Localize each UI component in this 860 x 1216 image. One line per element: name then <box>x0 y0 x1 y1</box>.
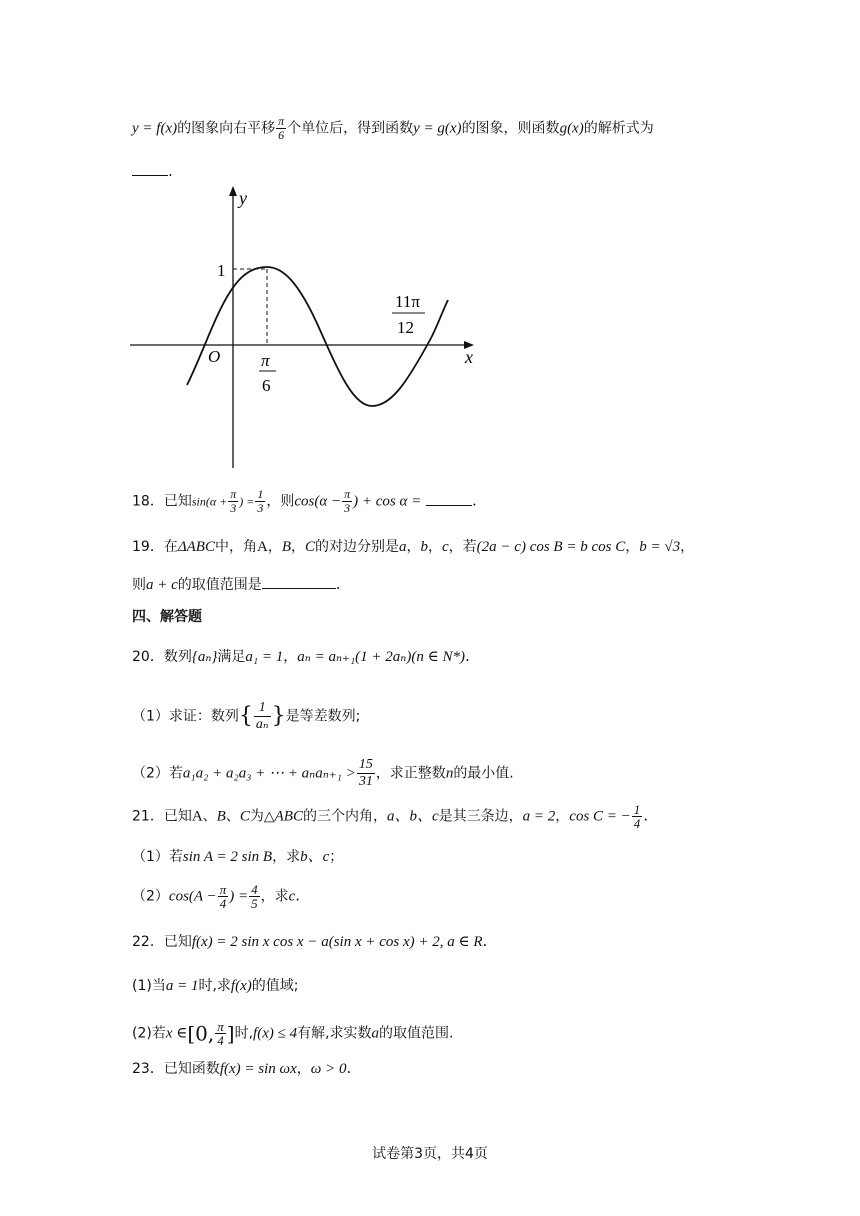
q22-p2-x: x ∈ <box>165 1025 188 1042</box>
q21-p1-vars: b、c <box>300 849 330 865</box>
q19-condition: (2a − c) cos B = b cos C <box>476 539 626 555</box>
q21-a-value: a = 2 <box>522 808 556 825</box>
q23-text: 已知函数 <box>163 1061 220 1077</box>
angle-c: C <box>304 539 315 555</box>
angle-c: C <box>239 808 250 825</box>
q20-p2-end: 的最小值. <box>453 765 514 782</box>
intro-line-1 <box>132 115 654 142</box>
q21-cos-frac: $\frac{1}{4}$ <box>633 802 641 831</box>
q19-triangle: ΔABC <box>177 539 215 555</box>
q21-p2-c: c <box>288 888 296 905</box>
q22-p1-end: 的值域; <box>251 978 299 994</box>
question-20-part-1: （1）求证：数列{ $\frac{1}{\text{aₙ}}$ }是等差数列; <box>132 700 361 732</box>
intro-text-1: 的图象向右平移 <box>177 120 276 137</box>
q22-p2-a: a <box>371 1025 380 1042</box>
q18-eq: ) = <box>239 494 255 509</box>
question-19: 19．在ΔABC中，角A，B，C的对边分别是a，b，c，若(2a − c) cos B = b cos C，b = √3， <box>132 539 695 555</box>
q21-p1-label: （1）若 <box>132 849 183 865</box>
q21-p2-frac-1: $\frac{\pi}{4}$ <box>219 882 227 911</box>
angle-b: B <box>281 539 291 555</box>
question-22 <box>132 930 487 953</box>
angle-b: B <box>216 808 226 825</box>
side-b: b <box>420 539 428 555</box>
side-c: c <box>442 539 449 555</box>
q20-recurrence: aₙ = aₙ₊₁(1 + 2aₙ)(n ∈ N*) <box>297 649 465 665</box>
angle-a: A <box>191 808 203 825</box>
q22-p2-label: (2)若 <box>132 1025 166 1042</box>
q23-expr: f(x) = sin ωx <box>219 1061 297 1077</box>
q21-sides: a、b、c <box>386 808 439 825</box>
q21-p2-eq: ) = <box>229 888 249 905</box>
q19-number: 19． <box>132 539 164 555</box>
q22-p2-end: 的取值范围. <box>379 1025 454 1042</box>
intro-text-3: 的图象，则函数 <box>461 120 560 137</box>
q20-p1-tail: 是等差数列; <box>285 708 361 725</box>
q22-p2-ineq: f(x) ≤ 4 <box>253 1025 298 1042</box>
q20-p2-frac: $\frac{15}{31}$ <box>358 757 373 789</box>
fx-expr: y = f(x) <box>132 120 178 137</box>
sep: ， <box>680 539 695 555</box>
q21-number: 21． <box>132 808 164 825</box>
q20-p2-tail: ，求正整数 <box>375 765 446 782</box>
q22-p1-a: a = 1 <box>165 978 199 994</box>
sep: ， <box>283 649 298 665</box>
q18-frac-2: $\frac{1}{3}$ <box>257 487 264 515</box>
period: . <box>472 491 477 510</box>
q22-p2-right-bracket: ] <box>226 1021 235 1046</box>
side-a: a <box>399 539 407 555</box>
q18-number: 18． <box>132 493 164 510</box>
period: . <box>295 886 301 905</box>
question-21: 21．已知A、B、C为△ABC的三个内角，a、b、c是其三条边，a = 2，cos C = − $\frac{1}{4}$ . <box>132 802 649 831</box>
q20-p2-expr: a₁a₂ + a₂a₃ + ⋯ + aₙaₙ₊₁ > <box>182 765 356 782</box>
sine-graph <box>120 180 490 475</box>
q22-expr: f(x) = 2 sin x cos x − a(sin x + cos x) + 2, a ∈ R <box>191 934 483 950</box>
q22-text: 已知 <box>163 934 192 950</box>
gx-expr: y = g(x) <box>413 120 462 137</box>
q22-p1-f: f(x) <box>230 978 252 994</box>
q20-p1-label: （1）求证：数列 <box>132 708 239 725</box>
period: . <box>335 575 341 593</box>
intro-text-4: 的解析式为 <box>583 120 654 137</box>
period: . <box>168 162 173 180</box>
q22-p2-mid: 时, <box>234 1025 254 1042</box>
q19-text: 在 <box>163 539 178 555</box>
q21-text-2: 为△ <box>249 808 275 825</box>
q20-text-2: 满足 <box>217 649 246 665</box>
eleven-pi-num: 11π <box>395 292 420 311</box>
q21-triangle: ABC <box>274 808 303 825</box>
q22-p1-label: (1)当 <box>132 978 166 994</box>
sep: ， <box>290 539 305 555</box>
pi6-num: π <box>261 351 270 370</box>
answer-blank-18 <box>426 491 472 506</box>
question-20-part-2 <box>132 757 514 790</box>
q19-text-6: 的取值范围是 <box>177 577 262 593</box>
q20-number: 20． <box>132 649 164 665</box>
question-20 <box>132 645 470 668</box>
q20-sequence: {aₙ} <box>191 649 218 665</box>
q23-cond: ω > 0 <box>310 1061 347 1077</box>
section-title: 四、解答题 <box>132 609 202 625</box>
q20-n: n <box>445 765 454 782</box>
q22-p2-frac: $\frac{\pi}{4}$ <box>217 1019 224 1048</box>
intro-line-2 <box>132 160 173 182</box>
q21-p2-label: （2） <box>132 888 169 905</box>
question-22-part-2 <box>132 1020 454 1047</box>
q21-p2-tail: ，求 <box>260 888 289 905</box>
q19-text-3: 的对边分别是 <box>315 539 399 555</box>
q23-number: 23． <box>132 1061 164 1077</box>
q18-frac-1: $\frac{\pi}{3}$ <box>230 487 237 515</box>
sep: ， <box>267 539 282 555</box>
period: . <box>464 647 470 665</box>
shift-fraction: $\frac{\pi}{6}$ <box>278 114 285 142</box>
question-22-part-1 <box>132 974 298 997</box>
q19-text-4: ，若 <box>448 539 477 555</box>
q21-p1-end: ； <box>329 849 344 865</box>
sep: ， <box>555 808 570 825</box>
question-19-line-2 <box>132 573 341 596</box>
y-one-label: 1 <box>217 261 226 280</box>
q18-text-2: ，则 <box>266 493 295 510</box>
q19-text-2: 中，角 <box>214 539 257 555</box>
page-footer: 试卷第3页，共4页 <box>372 1146 488 1162</box>
question-18 <box>132 488 477 515</box>
q18-text: 已知 <box>163 493 192 510</box>
q18-cos-sum: ) + cos α = <box>353 493 422 510</box>
period: . <box>346 1059 352 1077</box>
q20-p2-label: （2）若 <box>132 765 183 782</box>
question-21-part-1 <box>132 845 343 868</box>
q18-frac-3: $\frac{\pi}{3}$ <box>344 487 351 515</box>
origin-label: O <box>208 347 221 366</box>
x-label: x <box>465 347 473 367</box>
y-label: y <box>239 188 247 208</box>
q21-text-3: 的三个内角， <box>302 808 387 825</box>
q22-number: 22． <box>132 934 164 950</box>
q20-text: 数列 <box>163 649 192 665</box>
period: . <box>643 806 649 825</box>
q21-p2-cos: cos(A − <box>168 888 217 905</box>
q19-b-value: b = √3 <box>639 539 681 555</box>
q18-sin-expr: sin(α + <box>191 494 228 509</box>
q22-p2-mid2: 有解,求实数 <box>297 1025 372 1042</box>
q22-p2-left-bracket: [0, <box>187 1021 215 1046</box>
period: . <box>482 932 488 950</box>
answer-blank-19 <box>262 574 336 589</box>
sep: ， <box>296 1061 311 1077</box>
eleven-pi-den: 12 <box>397 318 414 337</box>
q18-cos-expr: cos(α − <box>294 493 342 510</box>
angle-a: A <box>256 539 268 555</box>
pi6-den: 6 <box>262 376 271 395</box>
q19-text-5: 则 <box>132 577 146 593</box>
q21-p1-tail: ，求 <box>272 849 301 865</box>
answer-blank-17 <box>132 161 168 176</box>
q22-p1-mid: 时,求 <box>198 978 231 994</box>
q19-sum: a + c <box>146 577 178 593</box>
sep: ， <box>625 539 640 555</box>
q21-text-4: 是其三条边， <box>438 808 523 825</box>
question-23 <box>132 1057 351 1080</box>
q21-text: 已知 <box>163 808 192 825</box>
q20-initial: a₁ = 1 <box>245 649 284 665</box>
y-axis-arrow <box>229 186 237 196</box>
q21-cosc: cos C = − <box>569 808 631 825</box>
question-21-part-2 <box>132 883 300 910</box>
q20-p1-frac: $\frac{1}{\text{aₙ}}$ <box>255 700 269 732</box>
q21-p2-frac-2: $\frac{4}{5}$ <box>251 882 258 911</box>
gx-name: g(x) <box>559 120 584 137</box>
intro-text-2: 个单位后，得到函数 <box>287 120 414 137</box>
q21-p1-expr: sin A = 2 sin B <box>182 849 273 865</box>
